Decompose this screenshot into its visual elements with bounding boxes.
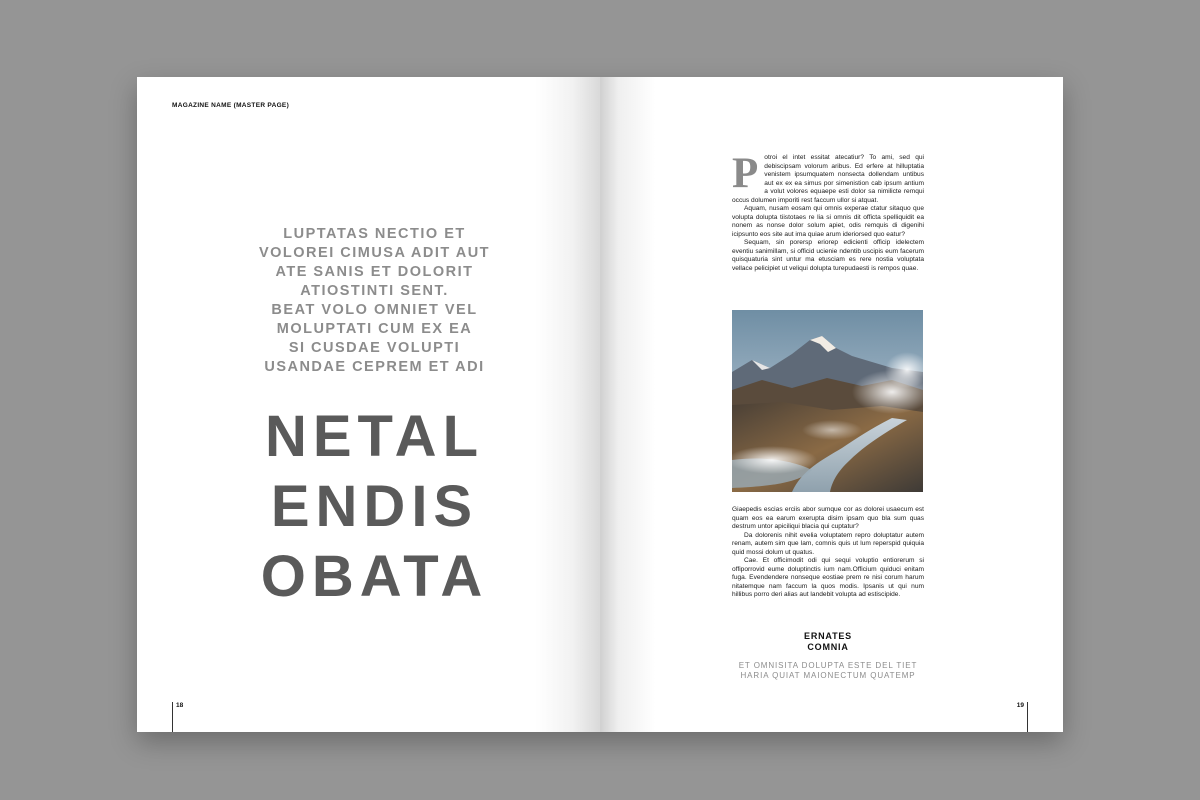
subhead-line: ERNATES [804, 631, 852, 641]
deck-text [732, 661, 924, 681]
mountain-landscape-photo [732, 310, 923, 492]
intro-text-block [212, 225, 537, 377]
body-paragraph: Cae. Et officimodit odi qui sequi voluptio entiorerum si offiporrovid eume doluptinctis ium nam.Officium quiduci enitam fuga. Evendendere nonseque eostiae prem re nisi corum harum nitatemque nam faccum la quos modis. Ipsanis ut qui num hillibus porro deri alias aut landebit volupta ad estiscipide. [732, 557, 924, 598]
intro-line: MOLUPTATI CUM EX EA [276, 321, 473, 337]
deck-line: ET OMNISITA DOLUPTA ESTE DEL TIET [738, 661, 918, 670]
headline-line: NETAL [264, 404, 484, 469]
intro-line: ATIOSTINTI SENT. [300, 283, 449, 299]
body-column-bottom [732, 506, 924, 600]
folio-rule [172, 702, 173, 732]
body-paragraph: Aquam, nusam eosam qui omnis experae ctatur sitaquo que volupta dolupta tiistotaes re lia si omnis dit officta spelliquidit ea nonem as nonse dolor solum apiet, odis remquis di digenihi icipsunto eos site aut ima quiae arum ideriorsed quo eatur? [732, 205, 924, 238]
body-paragraph: Da dolorenis nihit evelia voluptatem repro doluptatur autem renam, autem sim que lam, comnis quis ut lum reperspid quiquia quid mossi dolum ut quatus. [732, 531, 924, 556]
intro-line: SI CUSDAE VOLUPTI [288, 340, 461, 356]
intro-line: BEAT VOLO OMNIET VEL [271, 302, 478, 318]
headline-line: OBATA [260, 544, 489, 609]
page-number-left: 18 [176, 702, 184, 709]
right-page [600, 77, 1063, 732]
page-number-right: 19 [1016, 702, 1024, 709]
intro-line: USANDAE CEPREM ET ADI [264, 359, 485, 375]
intro-line: LUPTATAS NECTIO ET [283, 226, 466, 242]
drop-cap: P [732, 150, 759, 197]
body-paragraph: Sequam, sin porersp eriorep edicienti officip idelectem eventiu sanimillam, si officid ucienie ndentib uscipis eum facerum quisquaturia sint untur ma etusciam es rere nostia voluptata vellace pelicipiet ut veliqui dolupta turepudaesti is rempos quae. [732, 239, 924, 272]
body-paragraph: Giaepedis escias erciis abor sumque cor as dolorei usaecum est quam eos ea earum exerupta disim ipsam quo bla sum quas destrum untor apiciliqui blacia qui cuptatur? [732, 506, 924, 530]
headline [212, 402, 537, 612]
deck-line: HARIA QUIAT MAIONECTUM QUATEMP [740, 671, 916, 680]
body-paragraph: otroi el intet essitat atecatiur? To ami, sed qui debiscipsam volorum aribus. Ed erfere at hilluptatia venistem ipsumquatem nonsecta dollendam untibus aut ex ex ea simus por simenistion cab ipsum antium a volut volores equaepe esti dolor sa nimilicte remqui occus dolumen imporiti rest faccum ullor si atquat. [732, 154, 924, 204]
subhead [732, 631, 924, 653]
folio-rule [1027, 702, 1028, 732]
magazine-spread [137, 77, 1063, 732]
headline-line: ENDIS [270, 474, 479, 539]
left-page [137, 77, 600, 732]
intro-line: VOLOREI CIMUSA ADIT AUT [258, 245, 491, 261]
body-column-top [732, 150, 924, 273]
master-page-label: MAGAZINE NAME (MASTER PAGE) [172, 102, 290, 109]
subhead-line: COMNIA [807, 642, 849, 652]
intro-line: ATE SANIS ET DOLORIT [275, 264, 474, 280]
